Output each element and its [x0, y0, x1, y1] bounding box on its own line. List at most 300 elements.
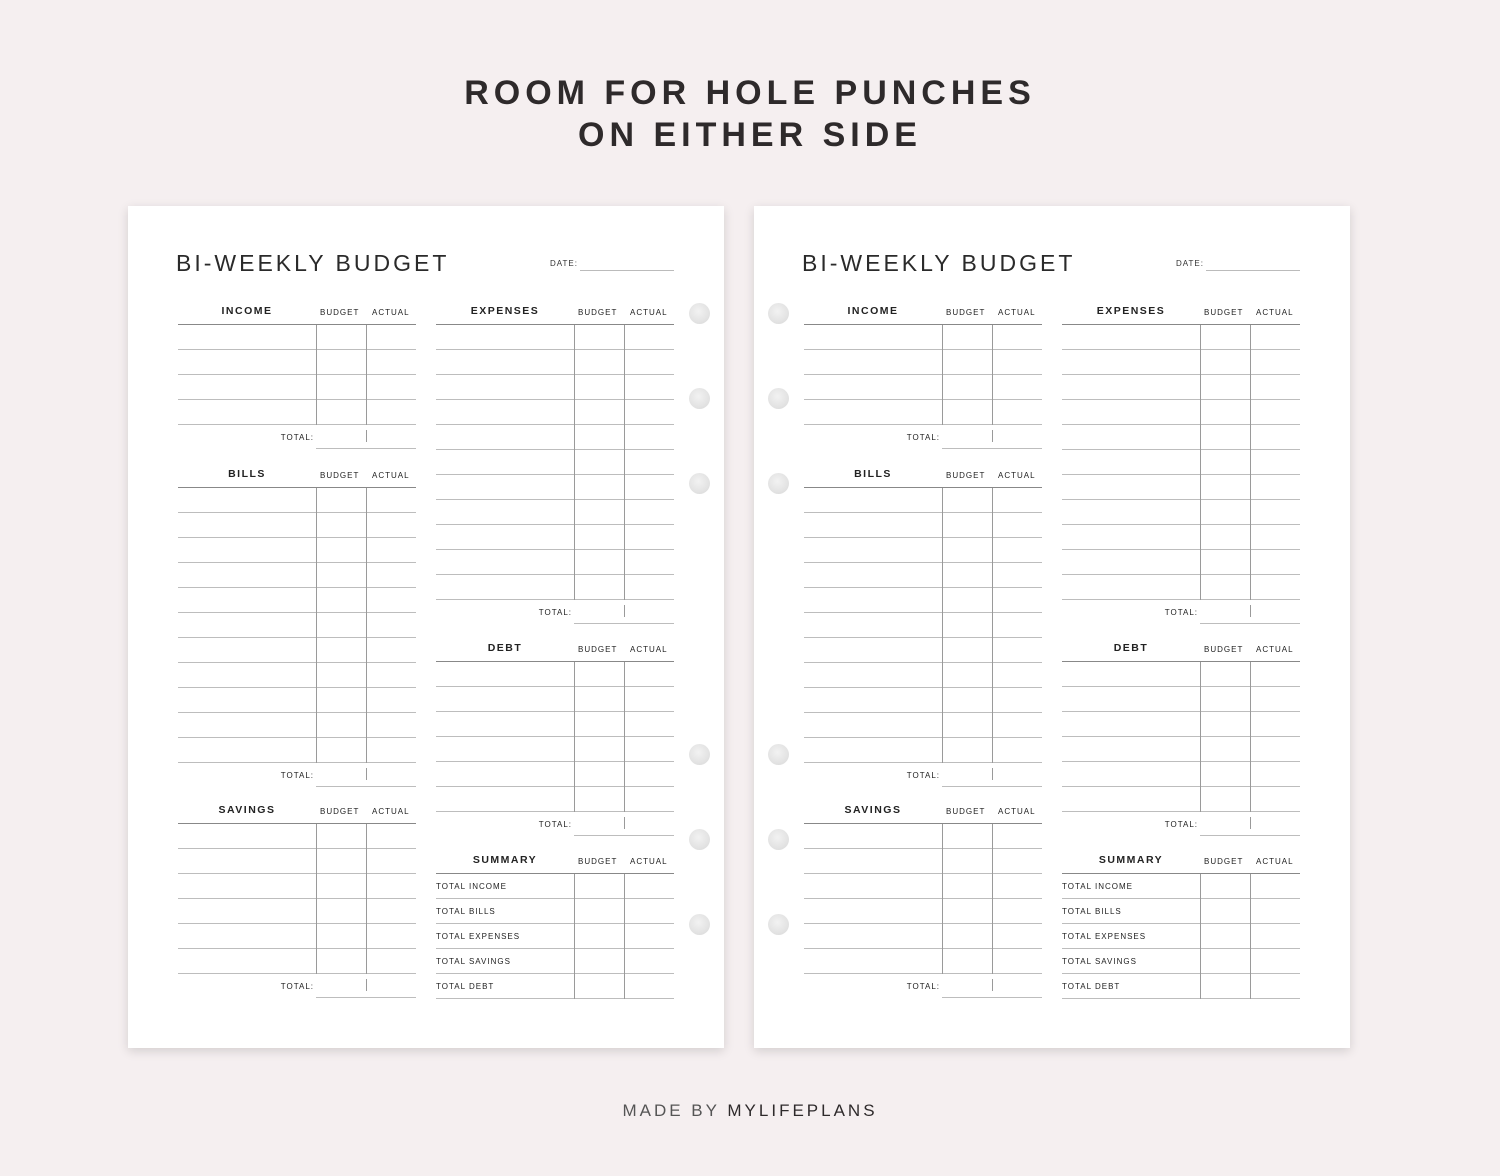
- section-title-income: INCOME: [847, 305, 899, 317]
- column-divider: [366, 325, 367, 350]
- entry-row[interactable]: [804, 663, 1042, 688]
- entry-row[interactable]: [178, 613, 416, 638]
- section-header-bills: [804, 467, 1042, 488]
- summary-row-label: TOTAL BILLS: [436, 907, 496, 916]
- column-divider: [1200, 525, 1201, 550]
- entry-row[interactable]: [804, 375, 1042, 400]
- column-divider: [316, 538, 317, 563]
- section-expenses: [436, 304, 674, 624]
- column-divider: [574, 325, 575, 350]
- entry-row[interactable]: [178, 513, 416, 538]
- summary-row[interactable]: [1062, 924, 1300, 949]
- column-divider: [366, 738, 367, 763]
- entry-row[interactable]: [178, 924, 416, 949]
- summary-row[interactable]: [1062, 899, 1300, 924]
- entry-row[interactable]: [804, 738, 1042, 763]
- column-divider: [942, 899, 943, 924]
- summary-row[interactable]: [436, 899, 674, 924]
- entry-row[interactable]: [1062, 375, 1300, 400]
- budget-column-header: BUDGET: [320, 308, 360, 317]
- entry-row[interactable]: [804, 513, 1042, 538]
- summary-row-label: TOTAL SAVINGS: [436, 957, 511, 966]
- column-divider: [316, 924, 317, 949]
- column-divider: [1200, 662, 1201, 687]
- column-divider: [624, 662, 625, 687]
- budget-column-header: BUDGET: [1204, 857, 1244, 866]
- actual-column-header: ACTUAL: [1256, 645, 1294, 654]
- entry-row[interactable]: [804, 488, 1042, 513]
- column-divider: [1200, 425, 1201, 450]
- summary-row-label: TOTAL EXPENSES: [1062, 932, 1147, 941]
- column-divider: [992, 688, 993, 713]
- column-divider: [942, 638, 943, 663]
- column-divider: [992, 663, 993, 688]
- column-divider: [1250, 450, 1251, 475]
- column-divider: [624, 550, 625, 575]
- column-divider: [1200, 974, 1201, 999]
- section-header-debt: [1062, 641, 1300, 662]
- section-rows-summary: [1062, 874, 1300, 999]
- footer-brand: MYLIFEPLANS: [727, 1101, 878, 1120]
- entry-row[interactable]: [436, 737, 674, 762]
- total-label: TOTAL:: [906, 771, 940, 780]
- entry-row[interactable]: [436, 500, 674, 525]
- column-divider: [574, 924, 575, 949]
- entry-row[interactable]: [1062, 787, 1300, 812]
- section-title-expenses: EXPENSES: [470, 305, 540, 317]
- total-row-savings: [178, 974, 416, 998]
- actual-column-header: ACTUAL: [630, 645, 668, 654]
- section-rows-debt: [1062, 662, 1300, 812]
- entry-row[interactable]: [178, 874, 416, 899]
- column-divider: [624, 787, 625, 812]
- entry-row[interactable]: [178, 738, 416, 763]
- entry-row[interactable]: [804, 924, 1042, 949]
- punch-hole: [768, 303, 789, 324]
- section-rows-income: [804, 325, 1042, 425]
- column-divider: [1200, 550, 1201, 575]
- column-divider: [942, 688, 943, 713]
- entry-row[interactable]: [1062, 712, 1300, 737]
- column-divider: [942, 538, 943, 563]
- column-divider: [366, 663, 367, 688]
- entry-row[interactable]: [1062, 737, 1300, 762]
- column-divider: [1250, 325, 1251, 350]
- column-divider: [366, 613, 367, 638]
- column-divider: [992, 325, 993, 350]
- summary-row-label: TOTAL DEBT: [436, 982, 495, 991]
- column-divider: [992, 400, 993, 425]
- entry-row[interactable]: [1062, 325, 1300, 350]
- column-divider: [1200, 500, 1201, 525]
- column-divider: [316, 613, 317, 638]
- section-rows-savings: [804, 824, 1042, 974]
- column-divider: [366, 488, 367, 513]
- entry-row[interactable]: [804, 874, 1042, 899]
- section-debt: [1062, 641, 1300, 836]
- column-divider: [624, 475, 625, 500]
- entry-row[interactable]: [436, 687, 674, 712]
- entry-row[interactable]: [804, 563, 1042, 588]
- column-divider: [1250, 687, 1251, 712]
- total-row-income: [178, 425, 416, 449]
- actual-column-header: ACTUAL: [998, 807, 1036, 816]
- column-divider: [574, 662, 575, 687]
- column-divider: [624, 924, 625, 949]
- total-label: TOTAL:: [280, 982, 314, 991]
- section-header-expenses: [436, 304, 674, 325]
- entry-row[interactable]: [804, 613, 1042, 638]
- column-divider: [624, 350, 625, 375]
- column-divider: [1250, 924, 1251, 949]
- actual-column-header: ACTUAL: [1256, 857, 1294, 866]
- column-divider: [366, 688, 367, 713]
- column-divider: [992, 824, 993, 849]
- entry-row[interactable]: [1062, 475, 1300, 500]
- entry-row[interactable]: [1062, 425, 1300, 450]
- column-divider: [992, 488, 993, 513]
- total-label: TOTAL:: [280, 771, 314, 780]
- budget-column-header: BUDGET: [946, 471, 986, 480]
- entry-row[interactable]: [178, 663, 416, 688]
- total-row-bills: [178, 763, 416, 787]
- entry-row[interactable]: [1062, 662, 1300, 687]
- column-divider: [624, 605, 625, 617]
- actual-column-header: ACTUAL: [998, 308, 1036, 317]
- column-divider: [624, 817, 625, 829]
- column-divider: [1250, 350, 1251, 375]
- column-divider: [992, 638, 993, 663]
- section-header-summary: [1062, 853, 1300, 874]
- section-title-income: INCOME: [221, 305, 273, 317]
- section-title-bills: BILLS: [854, 468, 892, 480]
- entry-row[interactable]: [436, 475, 674, 500]
- section-title-debt: DEBT: [487, 642, 523, 654]
- punch-hole: [689, 473, 710, 494]
- column-divider: [316, 688, 317, 713]
- column-divider: [366, 924, 367, 949]
- section-debt: [436, 641, 674, 836]
- column-divider: [366, 588, 367, 613]
- entry-row[interactable]: [178, 688, 416, 713]
- column-divider: [624, 899, 625, 924]
- entry-row[interactable]: [436, 787, 674, 812]
- entry-row[interactable]: [436, 350, 674, 375]
- entry-row[interactable]: [436, 325, 674, 350]
- punch-hole: [689, 914, 710, 935]
- entry-row[interactable]: [1062, 762, 1300, 787]
- column-divider: [574, 575, 575, 600]
- actual-column-header: ACTUAL: [1256, 308, 1294, 317]
- total-row-debt: [1062, 812, 1300, 836]
- column-divider: [1250, 605, 1251, 617]
- punch-hole: [689, 744, 710, 765]
- column-divider: [316, 350, 317, 375]
- entry-row[interactable]: [178, 638, 416, 663]
- entry-row[interactable]: [1062, 525, 1300, 550]
- column-divider: [366, 563, 367, 588]
- entry-row[interactable]: [804, 325, 1042, 350]
- column-divider: [942, 949, 943, 974]
- column-divider: [942, 488, 943, 513]
- column-divider: [992, 430, 993, 442]
- summary-row[interactable]: [436, 974, 674, 999]
- punch-hole: [768, 829, 789, 850]
- section-header-debt: [436, 641, 674, 662]
- column-divider: [942, 738, 943, 763]
- column-divider: [1200, 325, 1201, 350]
- section-rows-summary: [436, 874, 674, 999]
- column-divider: [574, 400, 575, 425]
- column-divider: [574, 425, 575, 450]
- column-divider: [1250, 737, 1251, 762]
- column-divider: [1250, 949, 1251, 974]
- column-divider: [1200, 375, 1201, 400]
- summary-row-label: TOTAL EXPENSES: [436, 932, 521, 941]
- column-divider: [1250, 475, 1251, 500]
- column-divider: [316, 849, 317, 874]
- column-divider: [574, 787, 575, 812]
- entry-row[interactable]: [804, 400, 1042, 425]
- section-income: [804, 304, 1042, 449]
- entry-row[interactable]: [178, 824, 416, 849]
- summary-row[interactable]: [1062, 974, 1300, 999]
- column-divider: [942, 713, 943, 738]
- section-title-summary: SUMMARY: [472, 854, 538, 866]
- entry-row[interactable]: [178, 350, 416, 375]
- entry-row[interactable]: [804, 849, 1042, 874]
- total-row-expenses: [1062, 600, 1300, 624]
- column-divider: [574, 949, 575, 974]
- column-divider: [1250, 575, 1251, 600]
- column-divider: [366, 638, 367, 663]
- section-rows-expenses: [436, 325, 674, 600]
- entry-row[interactable]: [1062, 400, 1300, 425]
- entry-row[interactable]: [1062, 450, 1300, 475]
- entry-row[interactable]: [178, 563, 416, 588]
- column-divider: [942, 513, 943, 538]
- entry-row[interactable]: [1062, 687, 1300, 712]
- column-divider: [992, 924, 993, 949]
- section-title-bills: BILLS: [228, 468, 266, 480]
- summary-row[interactable]: [436, 874, 674, 899]
- column-divider: [942, 613, 943, 638]
- entry-row[interactable]: [436, 762, 674, 787]
- budget-column-header: BUDGET: [578, 857, 618, 866]
- entry-row[interactable]: [178, 488, 416, 513]
- entry-row[interactable]: [1062, 500, 1300, 525]
- budget-column-header: BUDGET: [578, 645, 618, 654]
- column-divider: [316, 563, 317, 588]
- section-rows-bills: [178, 488, 416, 763]
- column-divider: [1200, 737, 1201, 762]
- summary-row[interactable]: [1062, 874, 1300, 899]
- entry-row[interactable]: [178, 849, 416, 874]
- column-divider: [992, 949, 993, 974]
- column-divider: [942, 350, 943, 375]
- budget-column-header: BUDGET: [1204, 308, 1244, 317]
- column-divider: [942, 924, 943, 949]
- budget-column-header: BUDGET: [320, 471, 360, 480]
- budget-column-header: BUDGET: [578, 308, 618, 317]
- section-title-summary: SUMMARY: [1098, 854, 1164, 866]
- entry-row[interactable]: [436, 375, 674, 400]
- total-row-bills: [804, 763, 1042, 787]
- column-divider: [624, 525, 625, 550]
- summary-row[interactable]: [436, 924, 674, 949]
- section-header-expenses: [1062, 304, 1300, 325]
- column-divider: [316, 513, 317, 538]
- entry-row[interactable]: [436, 525, 674, 550]
- date-field[interactable]: [580, 270, 674, 271]
- column-divider: [1200, 475, 1201, 500]
- entry-row[interactable]: [804, 949, 1042, 974]
- column-divider: [1200, 687, 1201, 712]
- entry-row[interactable]: [178, 375, 416, 400]
- column-divider: [366, 538, 367, 563]
- section-savings: [178, 803, 416, 998]
- section-bills: [804, 467, 1042, 787]
- column-divider: [942, 824, 943, 849]
- column-divider: [366, 949, 367, 974]
- entry-row[interactable]: [804, 350, 1042, 375]
- entry-row[interactable]: [804, 824, 1042, 849]
- entry-row[interactable]: [436, 450, 674, 475]
- punch-hole: [768, 388, 789, 409]
- column-divider: [366, 849, 367, 874]
- entry-row[interactable]: [178, 400, 416, 425]
- column-divider: [992, 538, 993, 563]
- entry-row[interactable]: [178, 588, 416, 613]
- column-divider: [574, 874, 575, 899]
- column-divider: [942, 325, 943, 350]
- column-divider: [992, 899, 993, 924]
- actual-column-header: ACTUAL: [630, 857, 668, 866]
- column-divider: [316, 375, 317, 400]
- entry-row[interactable]: [436, 550, 674, 575]
- entry-row[interactable]: [178, 325, 416, 350]
- column-divider: [574, 737, 575, 762]
- column-divider: [1250, 817, 1251, 829]
- column-divider: [1250, 550, 1251, 575]
- column-divider: [574, 974, 575, 999]
- column-divider: [624, 425, 625, 450]
- entry-row[interactable]: [804, 588, 1042, 613]
- section-header-bills: [178, 467, 416, 488]
- section-expenses: [1062, 304, 1300, 624]
- total-row-savings: [804, 974, 1042, 998]
- column-divider: [574, 500, 575, 525]
- entry-row[interactable]: [1062, 575, 1300, 600]
- column-divider: [992, 513, 993, 538]
- column-divider: [624, 450, 625, 475]
- entry-row[interactable]: [1062, 550, 1300, 575]
- summary-row[interactable]: [1062, 949, 1300, 974]
- column-divider: [574, 687, 575, 712]
- entry-row[interactable]: [804, 538, 1042, 563]
- total-label: TOTAL:: [906, 433, 940, 442]
- section-title-debt: DEBT: [1113, 642, 1149, 654]
- column-divider: [1200, 712, 1201, 737]
- section-bills: [178, 467, 416, 787]
- column-divider: [992, 849, 993, 874]
- section-header-savings: [804, 803, 1042, 824]
- column-divider: [992, 613, 993, 638]
- column-divider: [366, 713, 367, 738]
- column-divider: [574, 712, 575, 737]
- section-title-savings: SAVINGS: [218, 804, 276, 816]
- column-divider: [1250, 400, 1251, 425]
- column-divider: [942, 874, 943, 899]
- column-divider: [574, 762, 575, 787]
- entry-row[interactable]: [436, 712, 674, 737]
- section-rows-expenses: [1062, 325, 1300, 600]
- entry-row[interactable]: [804, 638, 1042, 663]
- entry-row[interactable]: [804, 713, 1042, 738]
- column-divider: [992, 874, 993, 899]
- entry-row[interactable]: [804, 899, 1042, 924]
- column-divider: [624, 737, 625, 762]
- total-label: TOTAL:: [538, 608, 572, 617]
- section-title-expenses: EXPENSES: [1096, 305, 1166, 317]
- headline: [0, 72, 1500, 156]
- section-summary: [1062, 853, 1300, 999]
- planner-sheet-left: [128, 206, 724, 1048]
- entry-row[interactable]: [436, 575, 674, 600]
- column-divider: [1200, 762, 1201, 787]
- entry-row[interactable]: [1062, 350, 1300, 375]
- entry-row[interactable]: [178, 713, 416, 738]
- column-divider: [1200, 924, 1201, 949]
- section-savings: [804, 803, 1042, 998]
- entry-row[interactable]: [178, 949, 416, 974]
- entry-row[interactable]: [178, 899, 416, 924]
- headline-line-2: ON EITHER SIDE: [578, 116, 922, 154]
- entry-row[interactable]: [178, 538, 416, 563]
- section-header-income: [804, 304, 1042, 325]
- column-divider: [624, 400, 625, 425]
- entry-row[interactable]: [436, 400, 674, 425]
- column-divider: [992, 738, 993, 763]
- summary-row[interactable]: [436, 949, 674, 974]
- section-rows-debt: [436, 662, 674, 812]
- column-divider: [316, 738, 317, 763]
- column-divider: [1200, 400, 1201, 425]
- column-divider: [366, 824, 367, 849]
- entry-row[interactable]: [804, 688, 1042, 713]
- column-divider: [366, 874, 367, 899]
- column-divider: [992, 563, 993, 588]
- actual-column-header: ACTUAL: [998, 471, 1036, 480]
- punch-hole: [689, 388, 710, 409]
- total-label: TOTAL:: [1164, 608, 1198, 617]
- summary-row-label: TOTAL SAVINGS: [1062, 957, 1137, 966]
- column-divider: [574, 350, 575, 375]
- budget-column-header: BUDGET: [1204, 645, 1244, 654]
- column-divider: [992, 350, 993, 375]
- column-divider: [942, 563, 943, 588]
- column-divider: [574, 550, 575, 575]
- entry-row[interactable]: [436, 662, 674, 687]
- column-divider: [992, 588, 993, 613]
- entry-row[interactable]: [436, 425, 674, 450]
- date-field[interactable]: [1206, 270, 1300, 271]
- column-divider: [624, 687, 625, 712]
- column-divider: [316, 899, 317, 924]
- column-divider: [316, 663, 317, 688]
- punch-hole: [768, 744, 789, 765]
- actual-column-header: ACTUAL: [372, 471, 410, 480]
